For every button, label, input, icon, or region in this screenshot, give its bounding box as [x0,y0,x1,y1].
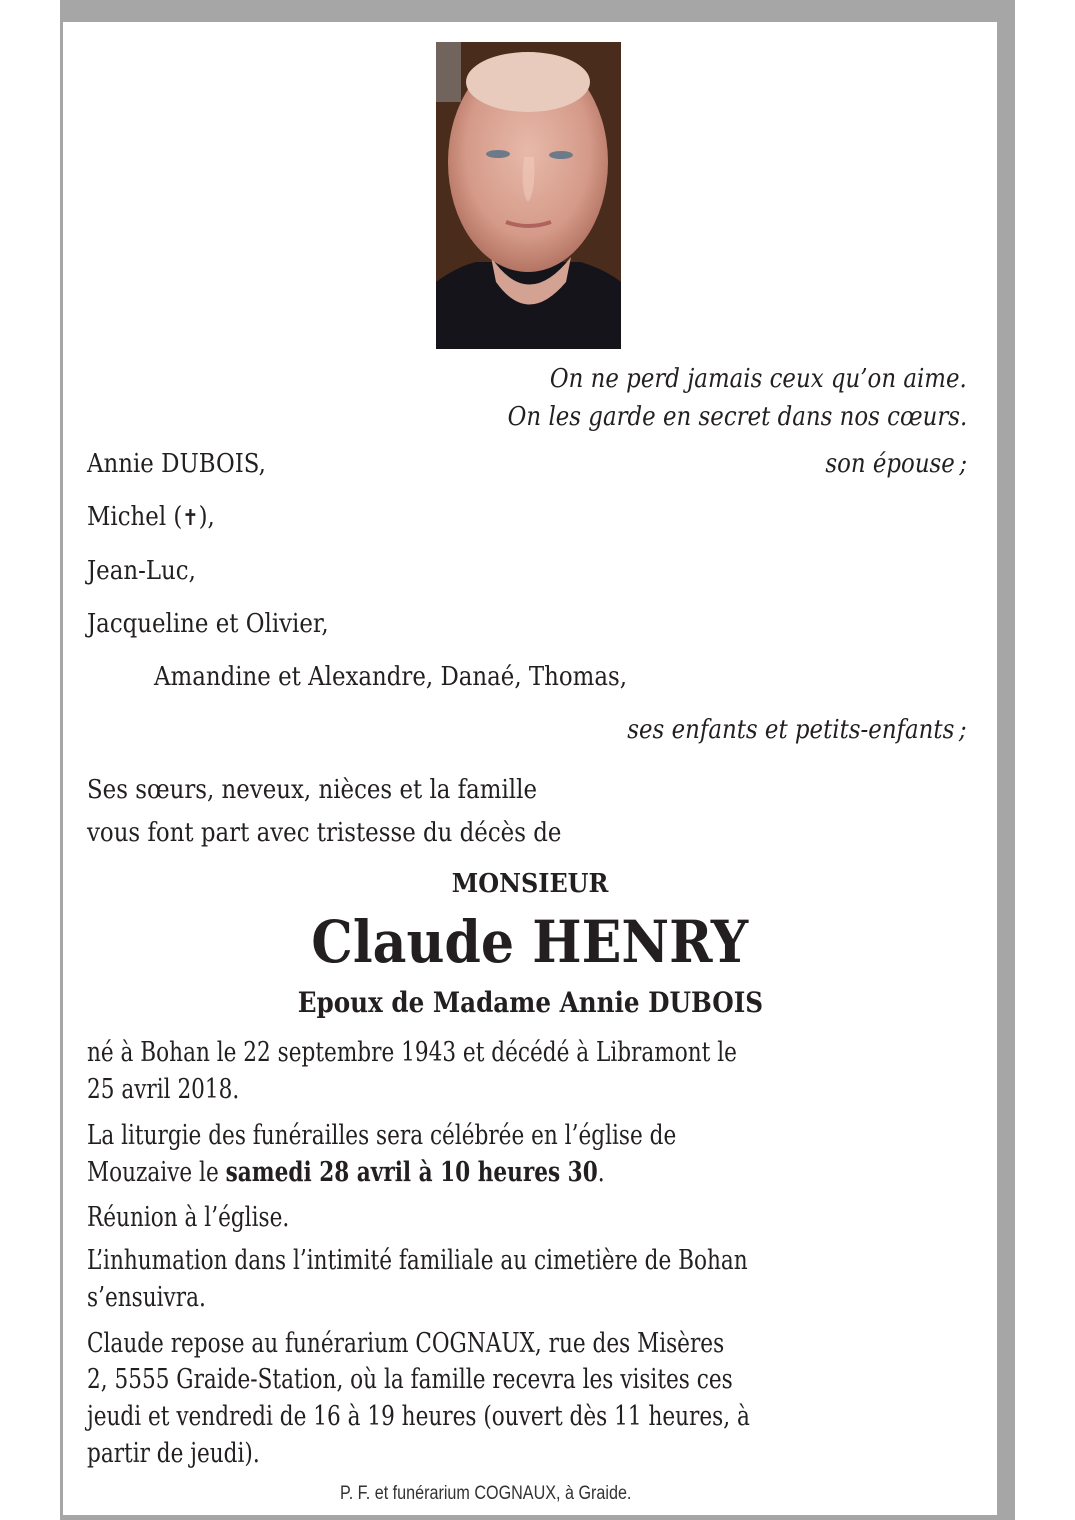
portrait-image [436,42,621,349]
rest-line-1: Claude repose au funérarium COGNAUX, rue des Misères [87,1328,725,1359]
burial-line-1: L’inhumation dans l’intimité familiale au cimetière de Bohan [87,1245,748,1276]
deceased-subtitle: Epoux de Madame Annie DUBOIS [297,986,763,1019]
deceased-title: MONSIEUR [451,869,609,899]
funeral-home-credit: P. F. et funérarium COGNAUX, à Graide. [340,1483,632,1504]
child-name-end: ), [198,502,215,532]
rest-line-4: partir de jeudi). [87,1438,260,1469]
child-jean-luc: Jean-Luc, [87,556,196,586]
liturgy-datetime: samedi 28 avril à 10 heures 30 [225,1157,598,1188]
spouse-role: son épouse ; [825,449,967,479]
meeting-line: Réunion à l’église. [87,1202,290,1233]
child-michel [87,502,232,532]
rest-line-2: 2, 5555 Graide-Station, où la famille recevra les visites ces [87,1364,733,1395]
child-name: Michel ( [87,502,183,532]
children-role: ses enfants et petits-enfants ; [627,715,967,745]
liturgy-line-1: La liturgie des funérailles sera célébrée en l’église de [87,1120,677,1151]
liturgy-suffix: . [597,1157,605,1188]
deceased-name: Claude HENRY [311,908,749,976]
quote-line-2: On les garde en secret dans nos cœurs. [507,402,967,432]
cross-icon: ✝ [182,506,199,531]
portrait-photo [436,42,621,349]
burial-line-2: s’ensuivra. [87,1282,206,1313]
spouse-name: Annie DUBOIS, [87,449,266,479]
grandchildren: Amandine et Alexandre, Danaé, Thomas, [154,662,628,692]
others-line-2: vous font part avec tristesse du décès de [87,818,562,848]
quote-line-1: On ne perd jamais ceux qu’on aime. [550,364,967,394]
rest-line-3: jeudi et vendredi de 16 à 19 heures (ouvert dès 11 heures, à [87,1401,750,1432]
birth-death-line-1: né à Bohan le 22 septembre 1943 et décédé à Libramont le [87,1037,737,1068]
child-jacqueline: Jacqueline et Olivier, [87,609,329,639]
others-line-1: Ses sœurs, neveux, nièces et la famille [87,775,537,805]
liturgy-line-2 [87,1154,734,1191]
liturgy-prefix: Mouzaive le [87,1157,226,1188]
birth-death-line-2: 25 avril 2018. [87,1074,240,1105]
